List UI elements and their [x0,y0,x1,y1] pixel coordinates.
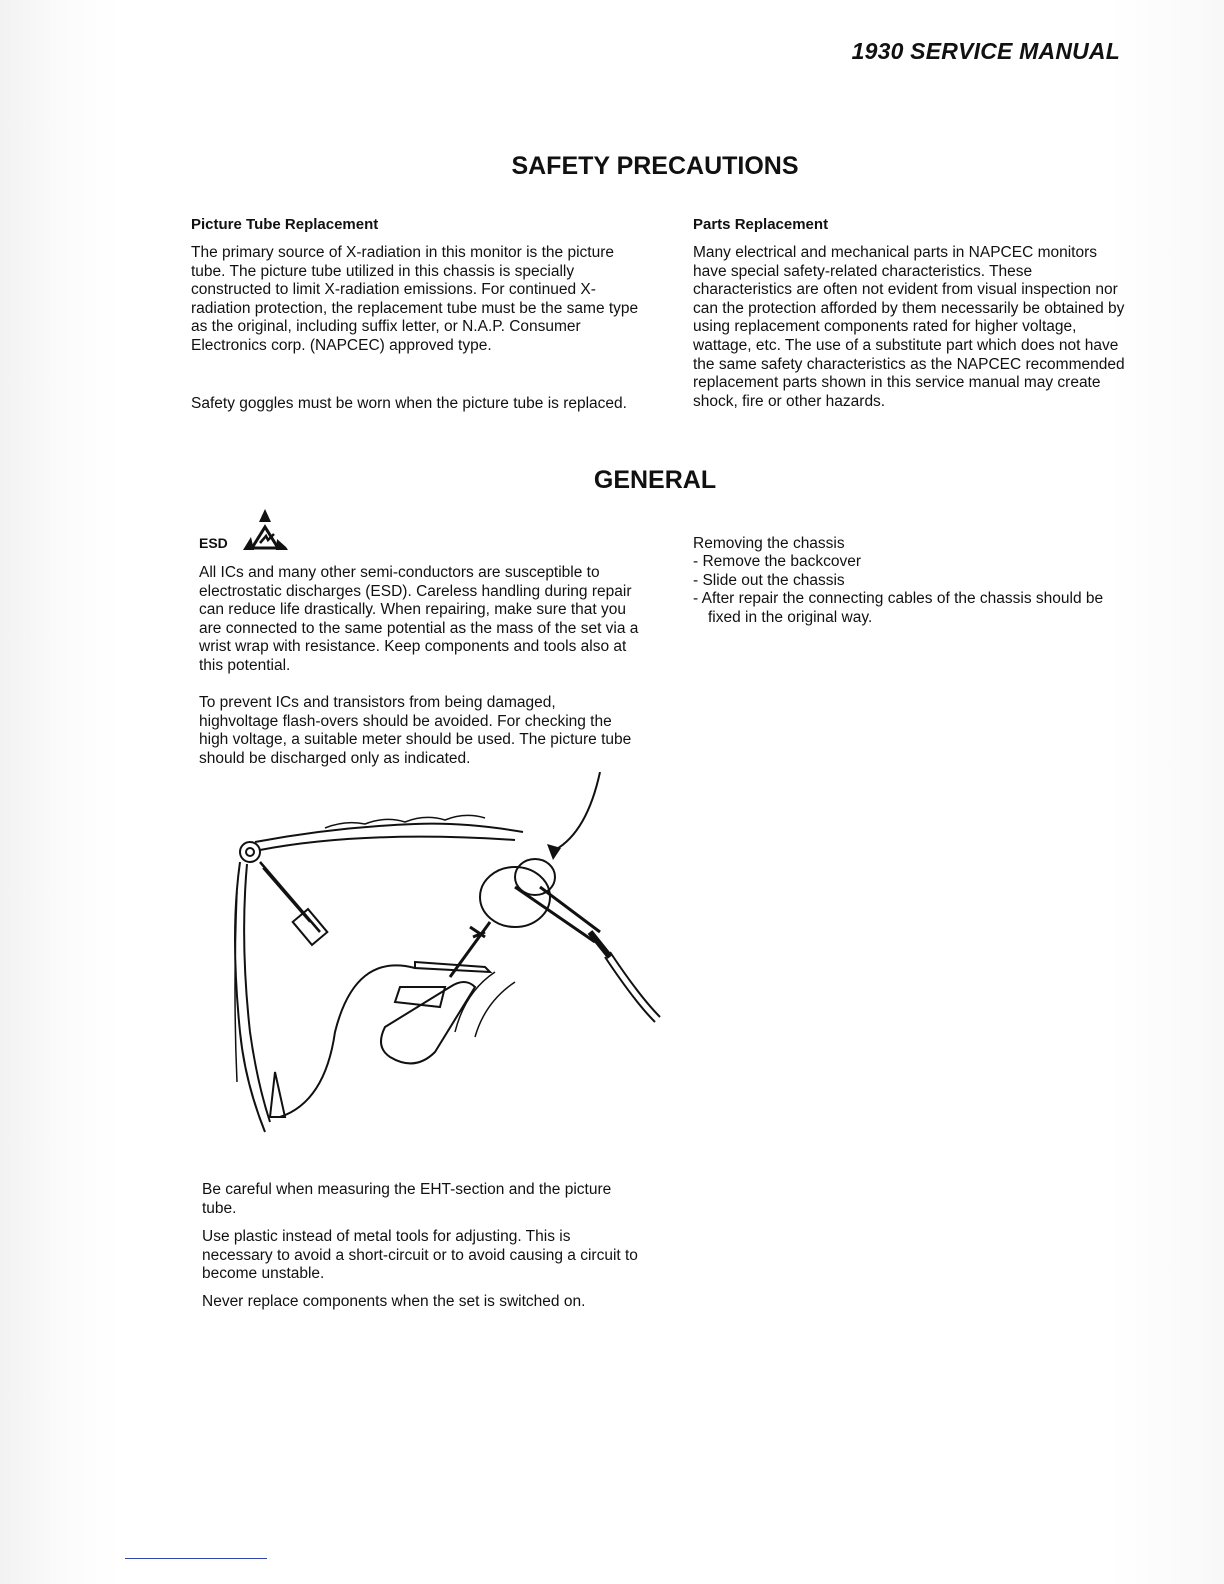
chassis-step: - After repair the connecting cables of the chassis should be fixed in the original way. [693,590,1104,626]
manual-header-title: 1930 SERVICE MANUAL [851,38,1120,64]
esd-label: ESD [199,535,228,551]
safety-goggles-paragraph: Safety goggles must be worn when the picture tube is replaced. [191,395,627,412]
footer-rule [125,1558,267,1559]
safety-precautions-title: SAFETY PRECAUTIONS [511,152,799,180]
esd-paragraph-1: All ICs and many other semi-conductors are susceptible to electrostatic discharges (ESD). Careless handling during repair can reduce life drastically. When repairing, make sure that you are connected to the same potential as the mass of the set via a wrist wrap with resistance. Keep components and tools also at this potential. [199,564,639,674]
picture-tube-paragraph: The primary source of X-radiation in this monitor is the picture tube. The picture tube utilized in this chassis is specially constructed to limit X-radiation emissions. For continued X-radiation protection, the replacement tube must be the same type as the original, including suffix letter, or N.A.P. Consumer Electronics corp. (NAPCEC) approved type. [191,244,639,354]
plastic-tools-note: Use plastic instead of metal tools for adjusting. This is necessary to avoid a short-circuit or to avoid causing a circuit to become unstable. [202,1228,638,1283]
picture-tube-discharge-illustration [215,772,675,1137]
esd-paragraph-2: To prevent ICs and transistors from being damaged, highvoltage flash-overs should be avoided. For checking the high voltage, a suitable meter should be used. The picture tube should be discharged only as indicated. [199,694,632,767]
chassis-step: - Slide out the chassis [693,571,845,589]
switched-on-note: Never replace components when the set is switched on. [202,1293,586,1310]
parts-replacement-heading: Parts Replacement [693,216,829,233]
esd-warning-icon [238,505,292,551]
chassis-steps-list [693,553,1133,627]
parts-replacement-paragraph: Many electrical and mechanical parts in NAPCEC monitors have special safety-related characteristics. These characteristics are often not evident from visual inspection nor can the protection afforded by them necessarily be obtained by using replacement components rated for higher voltage, wattage, etc. The use of a substitute part which does not have the same safety characteristics as the NAPCEC recommended replacement parts shown in this service manual may create shock, fire or other hazards. [693,244,1125,410]
eht-note: Be careful when measuring the EHT-section and the picture tube. [202,1181,612,1217]
picture-tube-heading: Picture Tube Replacement [191,216,379,233]
general-title: GENERAL [593,466,717,494]
removing-chassis-heading: Removing the chassis [693,535,845,552]
chassis-step: - Remove the backcover [693,553,861,570]
